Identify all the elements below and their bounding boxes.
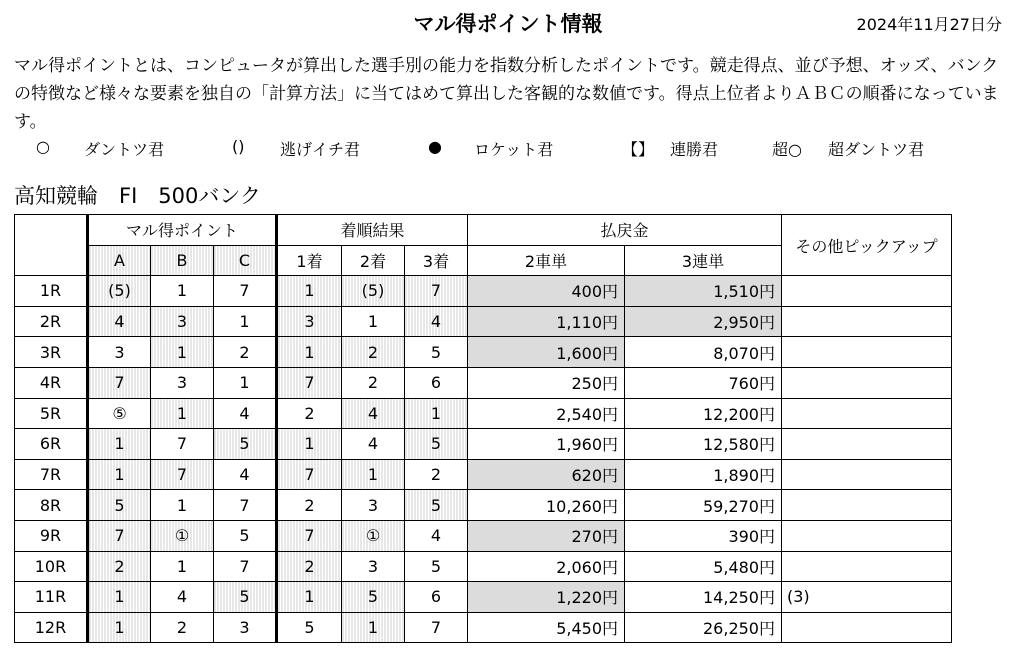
cell-c: 7 bbox=[214, 490, 277, 521]
cell-other bbox=[782, 612, 952, 643]
cell-trifecta: 26,250円 bbox=[625, 612, 782, 643]
cell-r3: 7 bbox=[405, 612, 468, 643]
legend-label-super-dantotsu: 超ダントツ君 bbox=[828, 140, 925, 159]
table-row bbox=[15, 612, 952, 643]
cell-r3: 4 bbox=[405, 306, 468, 337]
col-a-header: A bbox=[88, 245, 151, 276]
cell-b: 4 bbox=[151, 582, 214, 613]
cell-a: 1 bbox=[88, 612, 151, 643]
cell-race: 6R bbox=[15, 429, 88, 460]
cell-trifecta: 760円 bbox=[625, 367, 782, 398]
cell-a: 1 bbox=[88, 459, 151, 490]
cell-r2: (5) bbox=[342, 276, 405, 307]
legend-symbol-filled-circle: ● bbox=[428, 137, 442, 156]
cell-other bbox=[782, 459, 952, 490]
cell-race: 1R bbox=[15, 276, 88, 307]
table-row bbox=[15, 367, 952, 398]
other-pickup-header: その他ピックアップ bbox=[782, 215, 952, 276]
cell-r2: 3 bbox=[342, 490, 405, 521]
col-second-header: 2着 bbox=[342, 245, 405, 276]
cell-other bbox=[782, 306, 952, 337]
cell-b: 1 bbox=[151, 490, 214, 521]
cell-r2: 3 bbox=[342, 551, 405, 582]
legend-symbol-parens: () bbox=[232, 137, 245, 156]
cell-r3: 5 bbox=[405, 551, 468, 582]
cell-race: 11R bbox=[15, 582, 88, 613]
page-title: マル得ポイント情報 bbox=[413, 12, 603, 36]
cell-race: 9R bbox=[15, 520, 88, 551]
table-row bbox=[15, 520, 952, 551]
cell-other bbox=[782, 490, 952, 521]
cell-r1: 2 bbox=[277, 398, 342, 429]
cell-c: 4 bbox=[214, 398, 277, 429]
cell-a: 5 bbox=[88, 490, 151, 521]
cell-r1: 1 bbox=[277, 337, 342, 368]
cell-b: 3 bbox=[151, 367, 214, 398]
cell-r1: 5 bbox=[277, 612, 342, 643]
cell-race: 5R bbox=[15, 398, 88, 429]
cell-b: ① bbox=[151, 520, 214, 551]
legend-symbol-circle: ○ bbox=[36, 137, 50, 156]
cell-r1: 1 bbox=[277, 276, 342, 307]
col-trifecta-header: 3連単 bbox=[625, 245, 782, 276]
table-row bbox=[15, 398, 952, 429]
cell-other bbox=[782, 551, 952, 582]
cell-b: 3 bbox=[151, 306, 214, 337]
cell-a: 4 bbox=[88, 306, 151, 337]
cell-a: (5) bbox=[88, 276, 151, 307]
cell-trifecta: 8,070円 bbox=[625, 337, 782, 368]
cell-b: 7 bbox=[151, 429, 214, 460]
cell-trifecta: 390円 bbox=[625, 520, 782, 551]
cell-trifecta: 14,250円 bbox=[625, 582, 782, 613]
cell-r3: 4 bbox=[405, 520, 468, 551]
cell-r1: 2 bbox=[277, 490, 342, 521]
cell-b: 1 bbox=[151, 337, 214, 368]
cell-r2: 1 bbox=[342, 612, 405, 643]
cell-exacta: 1,960円 bbox=[468, 429, 625, 460]
cell-exacta: 1,110円 bbox=[468, 306, 625, 337]
cell-r3: 5 bbox=[405, 337, 468, 368]
cell-other bbox=[782, 276, 952, 307]
table-row bbox=[15, 306, 952, 337]
cell-r1: 1 bbox=[277, 429, 342, 460]
payout-header: 払戻金 bbox=[468, 215, 782, 246]
col-c-header: C bbox=[214, 245, 277, 276]
col-first-header: 1着 bbox=[277, 245, 342, 276]
cell-trifecta: 1,890円 bbox=[625, 459, 782, 490]
cell-a: 2 bbox=[88, 551, 151, 582]
table-row bbox=[15, 582, 952, 613]
table-row bbox=[15, 337, 952, 368]
cell-a: 3 bbox=[88, 337, 151, 368]
cell-r2: 4 bbox=[342, 429, 405, 460]
legend-label-dantotsu: ダントツ君 bbox=[84, 140, 165, 159]
cell-b: 1 bbox=[151, 551, 214, 582]
cell-r3: 7 bbox=[405, 276, 468, 307]
cell-c: 2 bbox=[214, 337, 277, 368]
cell-r1: 2 bbox=[277, 551, 342, 582]
cell-r2: 5 bbox=[342, 582, 405, 613]
cell-trifecta: 1,510円 bbox=[625, 276, 782, 307]
cell-r2: 2 bbox=[342, 337, 405, 368]
cell-b: 1 bbox=[151, 398, 214, 429]
cell-b: 2 bbox=[151, 612, 214, 643]
cell-r1: 7 bbox=[277, 459, 342, 490]
cell-race: 10R bbox=[15, 551, 88, 582]
cell-exacta: 270円 bbox=[468, 520, 625, 551]
cell-c: 1 bbox=[214, 306, 277, 337]
cell-r2: ① bbox=[342, 520, 405, 551]
cell-trifecta: 12,580円 bbox=[625, 429, 782, 460]
cell-r1: 3 bbox=[277, 306, 342, 337]
cell-exacta: 1,600円 bbox=[468, 337, 625, 368]
cell-race: 2R bbox=[15, 306, 88, 337]
legend-label-rocket: ロケット君 bbox=[474, 140, 554, 159]
cell-race: 4R bbox=[15, 367, 88, 398]
cell-r3: 5 bbox=[405, 490, 468, 521]
cell-c: 3 bbox=[214, 612, 277, 643]
cell-b: 1 bbox=[151, 276, 214, 307]
cell-a: 1 bbox=[88, 582, 151, 613]
cell-other bbox=[782, 398, 952, 429]
cell-r3: 6 bbox=[405, 367, 468, 398]
cell-c: 7 bbox=[214, 276, 277, 307]
cell-race: 12R bbox=[15, 612, 88, 643]
results-header: 着順結果 bbox=[277, 215, 468, 246]
table-row bbox=[15, 459, 952, 490]
table-row bbox=[15, 276, 952, 307]
cell-race: 3R bbox=[15, 337, 88, 368]
cell-exacta: 250円 bbox=[468, 367, 625, 398]
cell-b: 7 bbox=[151, 459, 214, 490]
cell-exacta: 10,260円 bbox=[468, 490, 625, 521]
cell-c: 1 bbox=[214, 367, 277, 398]
cell-r3: 6 bbox=[405, 582, 468, 613]
cell-exacta: 1,220円 bbox=[468, 582, 625, 613]
legend-symbol-brackets: 【】 bbox=[622, 140, 655, 159]
cell-a: 1 bbox=[88, 429, 151, 460]
cell-exacta: 2,060円 bbox=[468, 551, 625, 582]
table-row bbox=[15, 551, 952, 582]
cell-other bbox=[782, 337, 952, 368]
venue-title: 高知競輪 FI 500バンク bbox=[14, 184, 261, 208]
cell-r1: 7 bbox=[277, 367, 342, 398]
cell-exacta: 400円 bbox=[468, 276, 625, 307]
cell-trifecta: 2,950円 bbox=[625, 306, 782, 337]
legend-symbol-super-circle: 超○ bbox=[772, 140, 802, 159]
cell-r3: 5 bbox=[405, 429, 468, 460]
results-table bbox=[14, 214, 952, 643]
group-header-row bbox=[15, 215, 952, 246]
col-b-header: B bbox=[151, 245, 214, 276]
cell-exacta: 5,450円 bbox=[468, 612, 625, 643]
legend-label-nigeichi: 逃げイチ君 bbox=[280, 140, 361, 159]
cell-r2: 1 bbox=[342, 306, 405, 337]
points-header: マル得ポイント bbox=[88, 215, 277, 246]
race-header bbox=[15, 215, 88, 276]
cell-trifecta: 5,480円 bbox=[625, 551, 782, 582]
cell-other bbox=[782, 429, 952, 460]
cell-other bbox=[782, 520, 952, 551]
cell-r2: 2 bbox=[342, 367, 405, 398]
cell-trifecta: 59,270円 bbox=[625, 490, 782, 521]
col-third-header: 3着 bbox=[405, 245, 468, 276]
table-row bbox=[15, 490, 952, 521]
cell-other bbox=[782, 367, 952, 398]
description-text: マル得ポイントとは、コンピュータが算出した選手別の能力を指数分析したポイントです。競走得点、並び予想、オッズ、バンクの特徴など様々な要素を独自の「計算方法」に当てはめて算出した客観的な数値です。得点上位者よりＡＢＣの順番になっています。 bbox=[14, 56, 999, 132]
cell-r1: 1 bbox=[277, 582, 342, 613]
col-exacta-header: 2車単 bbox=[468, 245, 625, 276]
table-row bbox=[15, 429, 952, 460]
cell-c: 7 bbox=[214, 551, 277, 582]
cell-c: 5 bbox=[214, 582, 277, 613]
cell-c: 5 bbox=[214, 429, 277, 460]
cell-r2: 4 bbox=[342, 398, 405, 429]
cell-r2: 1 bbox=[342, 459, 405, 490]
cell-c: 5 bbox=[214, 520, 277, 551]
cell-r3: 1 bbox=[405, 398, 468, 429]
cell-a: 7 bbox=[88, 367, 151, 398]
cell-trifecta: 12,200円 bbox=[625, 398, 782, 429]
cell-race: 8R bbox=[15, 490, 88, 521]
cell-c: 4 bbox=[214, 459, 277, 490]
report-date: 2024年11月27日分 bbox=[856, 15, 1002, 34]
legend-label-renshou: 連勝君 bbox=[670, 140, 719, 159]
cell-r3: 2 bbox=[405, 459, 468, 490]
cell-other: (3) bbox=[782, 582, 952, 613]
cell-exacta: 620円 bbox=[468, 459, 625, 490]
cell-a: ⑤ bbox=[88, 398, 151, 429]
cell-exacta: 2,540円 bbox=[468, 398, 625, 429]
cell-race: 7R bbox=[15, 459, 88, 490]
cell-a: 7 bbox=[88, 520, 151, 551]
cell-r1: 7 bbox=[277, 520, 342, 551]
